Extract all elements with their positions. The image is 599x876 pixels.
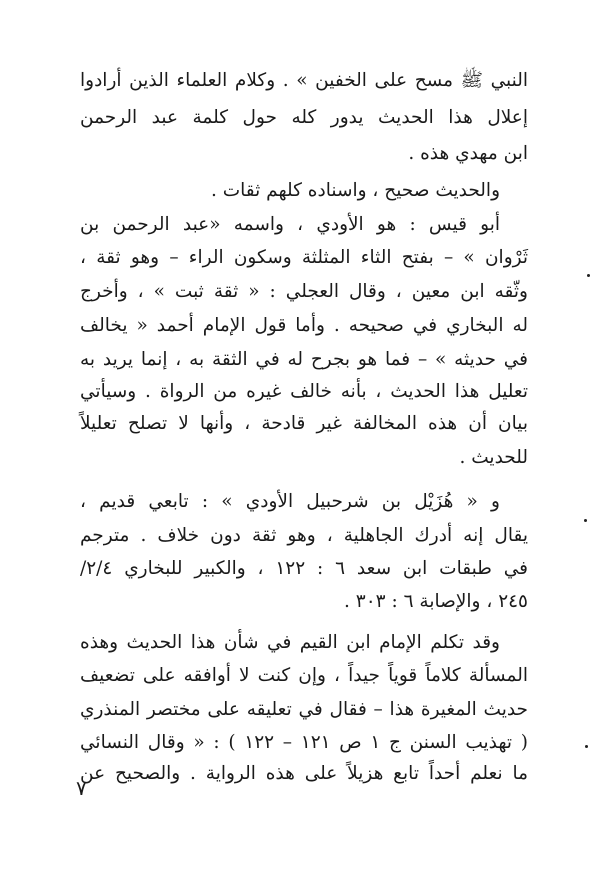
text-line: النبي ﷺ مسح على الخفين » . وكلام العلماء الذين أرادوا (80, 70, 528, 91)
text-line: ابن مهدي هذه . (408, 143, 528, 164)
text-line: المسألة كلاماً قوياً جيداً ، وإن كنت لا أوافقه على تضعيف (80, 665, 528, 686)
text-line: في حديثه » – فما هو بجرح له في الثقة به ، إنما يريد به (80, 349, 528, 370)
text-line: أبو قيس : هو الأودي ، واسمه «عبد الرحمن بن (80, 214, 500, 235)
text-line: تعليل هذا الحديث ، بأنه خالف غيره من الرواة . وسيأتي (80, 381, 528, 402)
text-line: والحديث صحيح ، واسناده كلهم ثقات . (210, 180, 500, 201)
text-line: و « هُزَيْل بن شرحبيل الأودي » : تابعي قديم ، (80, 491, 500, 512)
text-line: حديث المغيرة هذا – فقال في تعليقه على مختصر المنذري (80, 699, 528, 720)
text-line: بيان أن هذه المخالفة غير قادحة ، وأنها لا تصلح تعليلاً (80, 413, 528, 434)
scan-speck (587, 274, 590, 277)
scan-speck (585, 745, 588, 748)
text-line: ٢٤٥ ، والإصابة ٦ : ٣٠٣ . (344, 591, 528, 612)
page-number: ٧ (76, 776, 87, 800)
text-line: وثّقه ابن معين ، وقال العجلي : « ثقة ثبت » ، وأخرج (80, 281, 528, 302)
text-line: يقال إنه أدرك الجاهلية ، وهو ثقة دون خلاف . مترجم (80, 525, 528, 546)
text-line: وقد تكلم الإمام ابن القيم في شأن هذا الحديث وهذه (80, 632, 500, 653)
text-line: ما نعلم أحداً تابع هزيلاً على هذه الرواية . والصحيح عن (80, 763, 528, 784)
text-line: ثَرْوان » – بفتح الثاء المثلثة وسكون الراء – وهو ثقة ، (80, 247, 528, 268)
scan-speck (584, 519, 587, 522)
text-line: للحديث . (459, 447, 528, 468)
text-line: إعلال هذا الحديث يدور كله حول كلمة عبد الرحمن (80, 107, 528, 128)
text-line: له البخاري في صحيحه . وأما قول الإمام أحمد « يخالف (80, 315, 528, 336)
text-line: ( تهذيب السنن ج ١ ص ١٢١ – ١٢٢ ) : « وقال النسائي (80, 732, 528, 753)
text-line: في طبقات ابن سعد ٦ : ١٢٢ ، والكبير للبخاري ٢/٤/ (80, 558, 528, 579)
